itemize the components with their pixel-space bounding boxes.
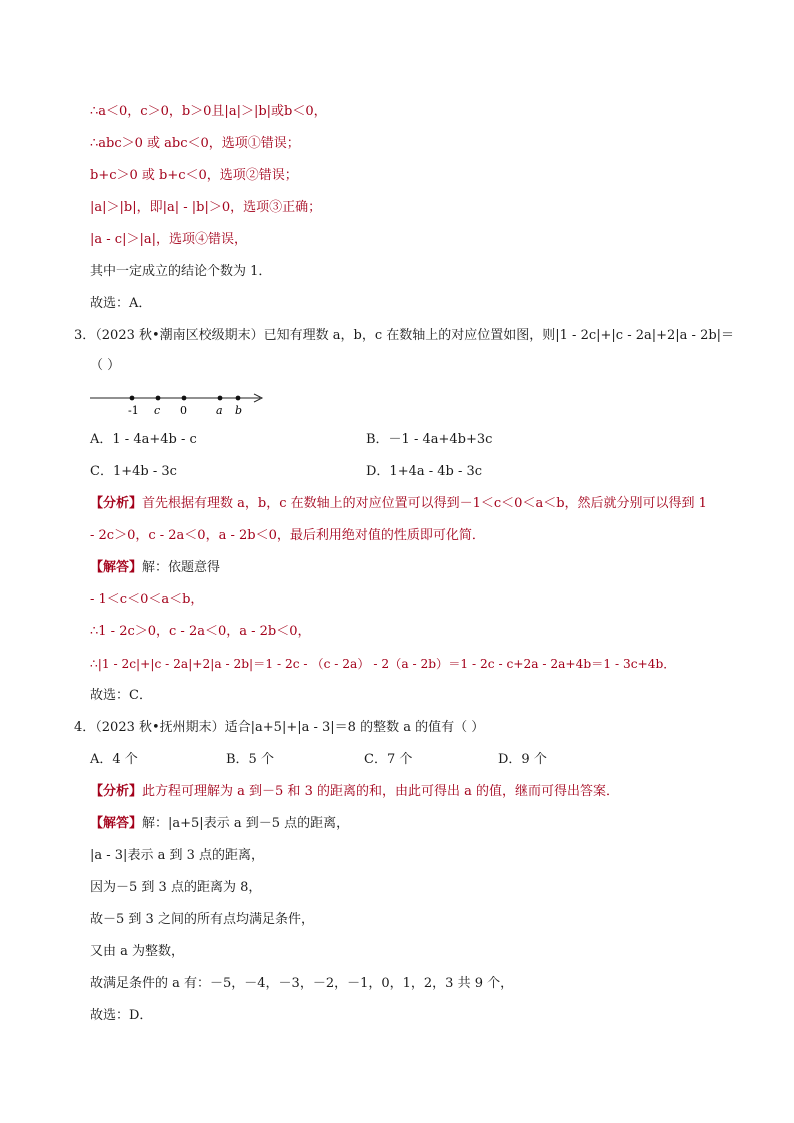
q3-solution-intro: 解：依题意得 [142,560,221,575]
q3-option-d: D．1+4a - 4b - 3c [366,464,483,479]
point-0 [182,396,187,401]
point-neg1 [130,396,135,401]
q3-analysis-line-1 [90,495,707,513]
q2-solution-line-3: b+c＞0 或 b+c＜0，选项②错误； [90,168,298,183]
q2-solution-line-5: |a - c|＞|a|，选项④错误， [90,232,247,247]
q3-solution-header [90,559,220,577]
point-a [218,396,223,401]
point-c [156,396,161,401]
q3-option-c: C．1+4b - 3c [90,464,177,479]
q4-analysis-tag: 【分析】 [90,784,143,799]
q4-option-d: D．9 个 [498,752,547,767]
q4-option-b: B．5 个 [226,752,274,767]
q4-solution-line-3: 故－5 到 3 之间的所有点均满足条件， [90,912,314,927]
q4-analysis-text: 此方程可理解为 a 到－5 和 3 的距离的和，由此可得出 a 的值，继而可得出答案． [142,784,619,799]
q3-stem: 3．（2023 秋•潮南区校级期末）已知有理数 a，b，c 在数轴上的对应位置如图，则|1 - 2c|+|c - 2a|+2|a - 2b|＝ [74,328,735,343]
q4-solution-line-1: |a - 3|表示 a 到 3 点的距离， [90,848,264,863]
q4-answer: 故选：D． [90,1008,153,1023]
q3-answer-paren: （ ） [90,358,121,373]
label-c: c [154,404,161,417]
label-b: b [235,404,243,417]
q4-solution-line-4: 又由 a 为整数， [90,944,185,959]
q2-solution-line-2: ∴abc＞0 或 abc＜0，选项①错误； [90,136,300,151]
q3-option-a: A．1 - 4a+4b - c [90,432,197,447]
label-a: a [216,404,223,417]
q4-solution-intro: 解：|a+5|表示 a 到－5 点的距离， [142,816,350,831]
q3-solution-tag: 【解答】 [90,560,143,575]
q3-solution-line-3: ∴|1 - 2c|+|c - 2a|+2|a - 2b|＝1 - 2c - （c - 2a） - 2（a - 2b）＝1 - 2c - c+2a - 2a+4b＝1 - 3c+4b． [90,657,676,671]
q4-option-a: A．4 个 [90,752,138,767]
q3-option-b: B．－1 - 4a+4b+3c [366,432,493,447]
point-b [236,396,241,401]
q2-conclusion: 其中一定成立的结论个数为 1． [90,264,272,279]
q2-solution-line-1: ∴a＜0，c＞0，b＞0且|a|＞|b|或b＜0， [90,104,327,119]
q3-analysis-line-2: - 2c＞0，c - 2a＜0，a - 2b＜0，最后利用绝对值的性质即可化简． [90,528,485,543]
label-neg1: -1 [128,404,139,417]
q4-solution-line-2: 因为－5 到 3 点的距离为 8， [90,880,262,895]
q2-solution-line-4: |a|＞|b|，即|a| - |b|＞0，选项③正确； [90,200,322,215]
q3-solution-line-1: - 1＜c＜0＜a＜b， [90,592,204,607]
q2-answer: 故选：A． [90,296,152,311]
q4-solution-header [90,815,349,833]
q4-solution-line-5: 故满足条件的 a 有：－5，－4，－3，－2，－1，0，1，2，3 共 9 个， [90,976,514,991]
q4-stem: 4．（2023 秋•抚州期末）适合|a+5|+|a - 3|＝8 的整数 a 的值有（ ） [74,720,485,735]
q3-analysis-tag: 【分析】 [90,496,143,511]
q4-solution-tag: 【解答】 [90,816,143,831]
q3-analysis-text-1: 首先根据有理数 a，b，c 在数轴上的对应位置可以得到－1＜c＜0＜a＜b，然后就分别可以得到 1 [142,496,707,511]
q4-analysis-line [90,783,619,801]
q3-solution-line-2: ∴1 - 2c＞0，c - 2a＜0，a - 2b＜0， [90,624,311,639]
label-0: 0 [180,404,187,417]
q3-answer: 故选：C． [90,688,152,703]
number-line-figure [88,388,268,418]
q4-option-c: C．7 个 [364,752,413,767]
